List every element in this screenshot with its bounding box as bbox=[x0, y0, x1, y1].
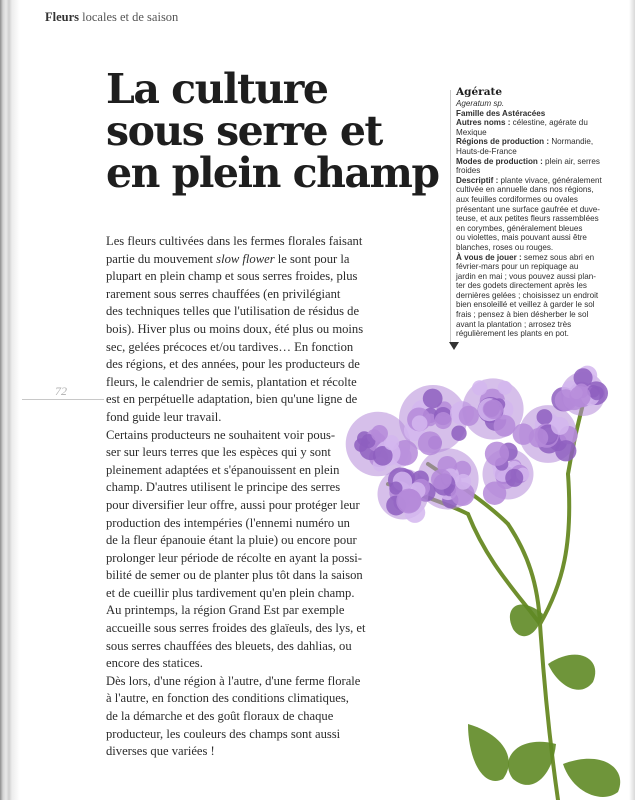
plant-detail-line: bien ensoleillé et veillez à garder le sol bbox=[456, 300, 595, 310]
caption-arrow-icon bbox=[449, 342, 459, 350]
flower-head bbox=[537, 409, 553, 425]
body-line: rarement sous serres chauffées (en privilégiant bbox=[106, 286, 341, 301]
body-line: pour diversifier leur offre, aussi pour protéger leur bbox=[106, 497, 360, 512]
body-line: est en perpétuelle adaptation, bien qu'une ligne de bbox=[106, 392, 358, 407]
body-line: des régions, et des années, pour les producteurs de bbox=[106, 357, 360, 372]
flower-head bbox=[451, 426, 466, 441]
running-header bbox=[45, 10, 178, 25]
plant-detail-line: ou violettes, mais pouvant aussi être bbox=[456, 233, 587, 243]
body-line: champ. D'autres utilisent le principe des serres bbox=[106, 480, 341, 495]
body-line: partie du mouvement slow flower le sont pour la bbox=[106, 251, 350, 266]
flower-head bbox=[513, 423, 534, 444]
plant-name: Agérate bbox=[456, 86, 503, 98]
body-line: fleurs, le calendrier de semis, plantation et récolte bbox=[106, 374, 357, 389]
body-line: encore des statices. bbox=[106, 656, 203, 671]
plant-family: Famille des Astéracées bbox=[456, 108, 546, 118]
body-line: de la fleur épanouie étant la pluie) ou encore pour bbox=[106, 533, 357, 548]
page-number-rule bbox=[22, 399, 104, 400]
body-line: diverses que variées ! bbox=[106, 744, 215, 759]
title-line: en plein champ bbox=[106, 149, 439, 197]
plant-detail-line: présentant une surface gaufrée et duve- bbox=[456, 204, 600, 214]
plant-detail-line: froides bbox=[456, 166, 481, 176]
plant-detail-line: Mexique bbox=[456, 127, 487, 137]
body-line: sec, gelées précoces et/ou tardives… En fonction bbox=[106, 339, 354, 354]
leaf bbox=[508, 742, 556, 785]
body-line: production des intempéries (l'ennemi numéro un bbox=[106, 515, 350, 530]
plant-detail-line: dernières gelées ; choisissez un endroit bbox=[456, 290, 599, 300]
plant-detail-line: Régions de production : Normandie, bbox=[456, 137, 594, 147]
leaf bbox=[548, 655, 595, 690]
plant-detail-line: Descriptif : plante vivace, généralement bbox=[456, 175, 602, 185]
flower-head bbox=[412, 415, 428, 431]
flower-head bbox=[431, 469, 452, 490]
ageratum-flower-photo bbox=[318, 364, 635, 800]
body-line: Les fleurs cultivées dans les fermes florales faisant bbox=[106, 234, 363, 248]
flower-head bbox=[485, 442, 509, 466]
flower-head bbox=[423, 389, 443, 409]
body-line: fond guide leur travail. bbox=[106, 409, 222, 424]
title-line: La culture bbox=[106, 65, 328, 113]
flower-head bbox=[459, 406, 479, 426]
body-line: prolonger leur période de récolte en ayant la possi- bbox=[106, 550, 362, 565]
flower-head bbox=[435, 412, 452, 429]
body-line: bois). Hiver plus ou moins doux, été plus ou moins bbox=[106, 321, 364, 336]
plant-detail-line: frais ; pensez à bien désherber le sol bbox=[456, 310, 589, 320]
body-line: à l'autre, en fonction des conditions climatiques, bbox=[106, 691, 349, 706]
plant-detail-line: avant la plantation ; arrosez très bbox=[456, 319, 572, 329]
body-line: bilité de semer ou de planter plus tôt dans la saison bbox=[106, 568, 363, 583]
plant-detail-line: Modes de production : plein air, serres bbox=[456, 156, 600, 166]
body-line: producteur, les couleurs des champs sont aussi bbox=[106, 726, 341, 741]
plant-sidebar bbox=[456, 86, 622, 339]
body-line: Dès lors, d'une région à l'autre, d'une ferme florale bbox=[106, 673, 361, 688]
plant-detail-line: régulièrement les plants en pot. bbox=[456, 329, 569, 339]
body-line: accueille sous serres froides des glaïeuls, des lys, et bbox=[106, 621, 366, 636]
body-line: sous serres chauffées des bleuets, des dahlias, ou bbox=[106, 638, 352, 653]
plant-detail-line: en corymbes, généralement bleues bbox=[456, 223, 583, 233]
plant-detail-line: blanches, roses ou rouges. bbox=[456, 242, 554, 252]
plant-detail-line: février-mars pour un repiquage au bbox=[456, 262, 579, 272]
flower-head bbox=[569, 386, 590, 407]
body-line: pleinement adaptées et s'épanouissent en plein bbox=[106, 462, 340, 477]
plant-detail-line: Hauts-de-France bbox=[456, 146, 517, 156]
body-text bbox=[106, 233, 366, 761]
flower-head bbox=[472, 380, 487, 395]
header-section-bold: Fleurs bbox=[45, 10, 80, 24]
body-line: plupart en plein champ et sous serres froides, plus bbox=[106, 269, 358, 284]
sidebar-rule bbox=[450, 90, 451, 344]
plant-latin-name: Ageratum sp. bbox=[456, 99, 505, 108]
plant-detail-line: ter des godets directement après les bbox=[456, 281, 587, 291]
stem bbox=[540, 474, 569, 624]
flower-head bbox=[455, 474, 471, 490]
plant-detail-line: aux feuilles cordiformes ou ovales bbox=[456, 194, 578, 204]
flower-head bbox=[483, 401, 500, 418]
body-line: Au printemps, la région Grand Est par exemple bbox=[106, 603, 345, 618]
flower-head bbox=[396, 489, 421, 514]
leaf bbox=[468, 724, 509, 781]
body-line: et de cueillir plus tardivement qu'en plein champ. bbox=[106, 585, 355, 600]
title-line: sous serre et bbox=[106, 107, 382, 155]
flower-head bbox=[371, 425, 388, 442]
flower-head bbox=[498, 381, 512, 395]
page-title bbox=[106, 65, 439, 197]
flower-head bbox=[505, 469, 523, 487]
plant-detail-line: jardin en mai ; vous pouvez aussi plan- bbox=[456, 271, 596, 281]
plant-details bbox=[456, 118, 622, 339]
book-binding-shadow bbox=[0, 0, 20, 800]
header-section-rest: locales et de saison bbox=[82, 10, 179, 24]
flower-head bbox=[555, 440, 576, 461]
plant-detail-line: teuse, et aux petites fleurs rassemblées bbox=[456, 214, 599, 224]
body-line: des techniques telles que l'utilisation de résidus de bbox=[106, 304, 360, 319]
plant-detail-line: À vous de jouer : semez sous abri en bbox=[456, 252, 595, 262]
plant-detail-line: Autres noms : célestine, agérate du bbox=[456, 118, 588, 128]
body-line: Certains producteurs ne souhaitent voir pous- bbox=[106, 427, 336, 442]
page-number-text: 72 bbox=[55, 384, 67, 398]
body-line: ser sur leurs terres que les espèces qui y sont bbox=[106, 445, 331, 460]
leaf bbox=[563, 759, 620, 797]
plant-detail-line: cultivée en annuelle dans nos régions, bbox=[456, 185, 594, 195]
flower-head bbox=[551, 417, 569, 435]
body-line: de la démarche et des goût floraux de chaque bbox=[106, 709, 334, 724]
